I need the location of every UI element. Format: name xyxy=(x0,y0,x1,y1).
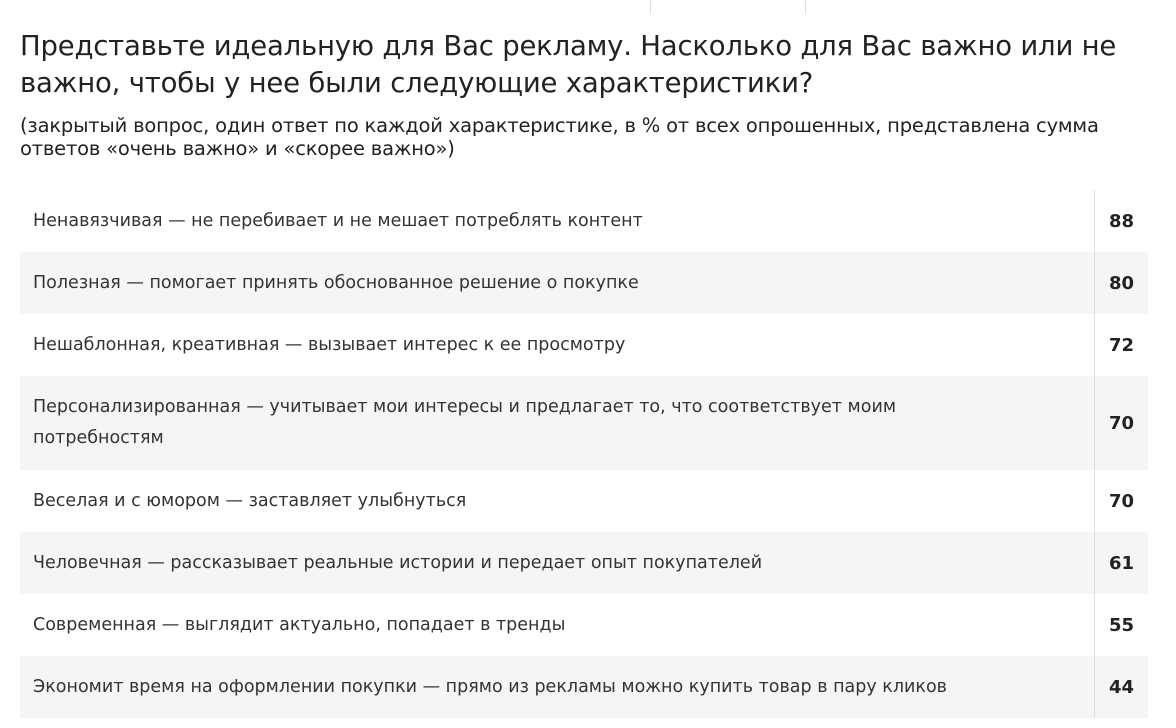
row-label: Ненавязчивая — не перебивает и не мешает потреблять контент xyxy=(33,210,643,231)
table-row xyxy=(20,376,1148,470)
row-label: Персонализированная — учитывает мои интересы и предлагает то, что соответствует моим потребностям xyxy=(33,397,897,448)
row-label: Экономит время на оформлении покупки — прямо из рекламы можно купить товар в пару кликов xyxy=(33,676,947,697)
divider-line xyxy=(650,0,651,14)
row-value: 72 xyxy=(1094,314,1148,376)
top-divider-lines xyxy=(0,0,1176,14)
table-row xyxy=(20,532,1148,594)
table-row xyxy=(20,470,1148,532)
row-label: Человечная — рассказывает реальные истории и передает опыт покупателей xyxy=(33,552,763,573)
table-row xyxy=(20,190,1148,252)
table-row xyxy=(20,252,1148,314)
row-label: Полезная — помогает принять обоснованное решение о покупке xyxy=(33,272,639,293)
row-label: Нешаблонная, креативная — вызывает интерес к ее просмотру xyxy=(33,334,626,355)
page-subtitle: (закрытый вопрос, один ответ по каждой характеристике, в % от всех опрошенных, представлена сумма ответов «очень важно» и «скорее важно») xyxy=(20,114,1099,160)
divider-line xyxy=(805,0,806,14)
row-label: Веселая и с юмором — заставляет улыбнуться xyxy=(33,490,467,511)
page-title: Представьте идеальную для Вас рекламу. Насколько для Вас важно или не важно, чтобы у нее были следующие характеристики? xyxy=(20,30,1117,99)
row-value: 61 xyxy=(1094,532,1148,594)
table-row xyxy=(20,314,1148,376)
table-row xyxy=(20,594,1148,656)
row-value: 70 xyxy=(1094,376,1148,470)
row-label: Современная — выглядит актуально, попадает в тренды xyxy=(33,614,566,635)
row-value: 44 xyxy=(1094,656,1148,718)
row-value: 80 xyxy=(1094,252,1148,314)
row-value: 88 xyxy=(1094,190,1148,252)
table-row xyxy=(20,656,1148,718)
results-table xyxy=(20,190,1148,718)
row-value: 55 xyxy=(1094,594,1148,656)
row-value: 70 xyxy=(1094,470,1148,532)
